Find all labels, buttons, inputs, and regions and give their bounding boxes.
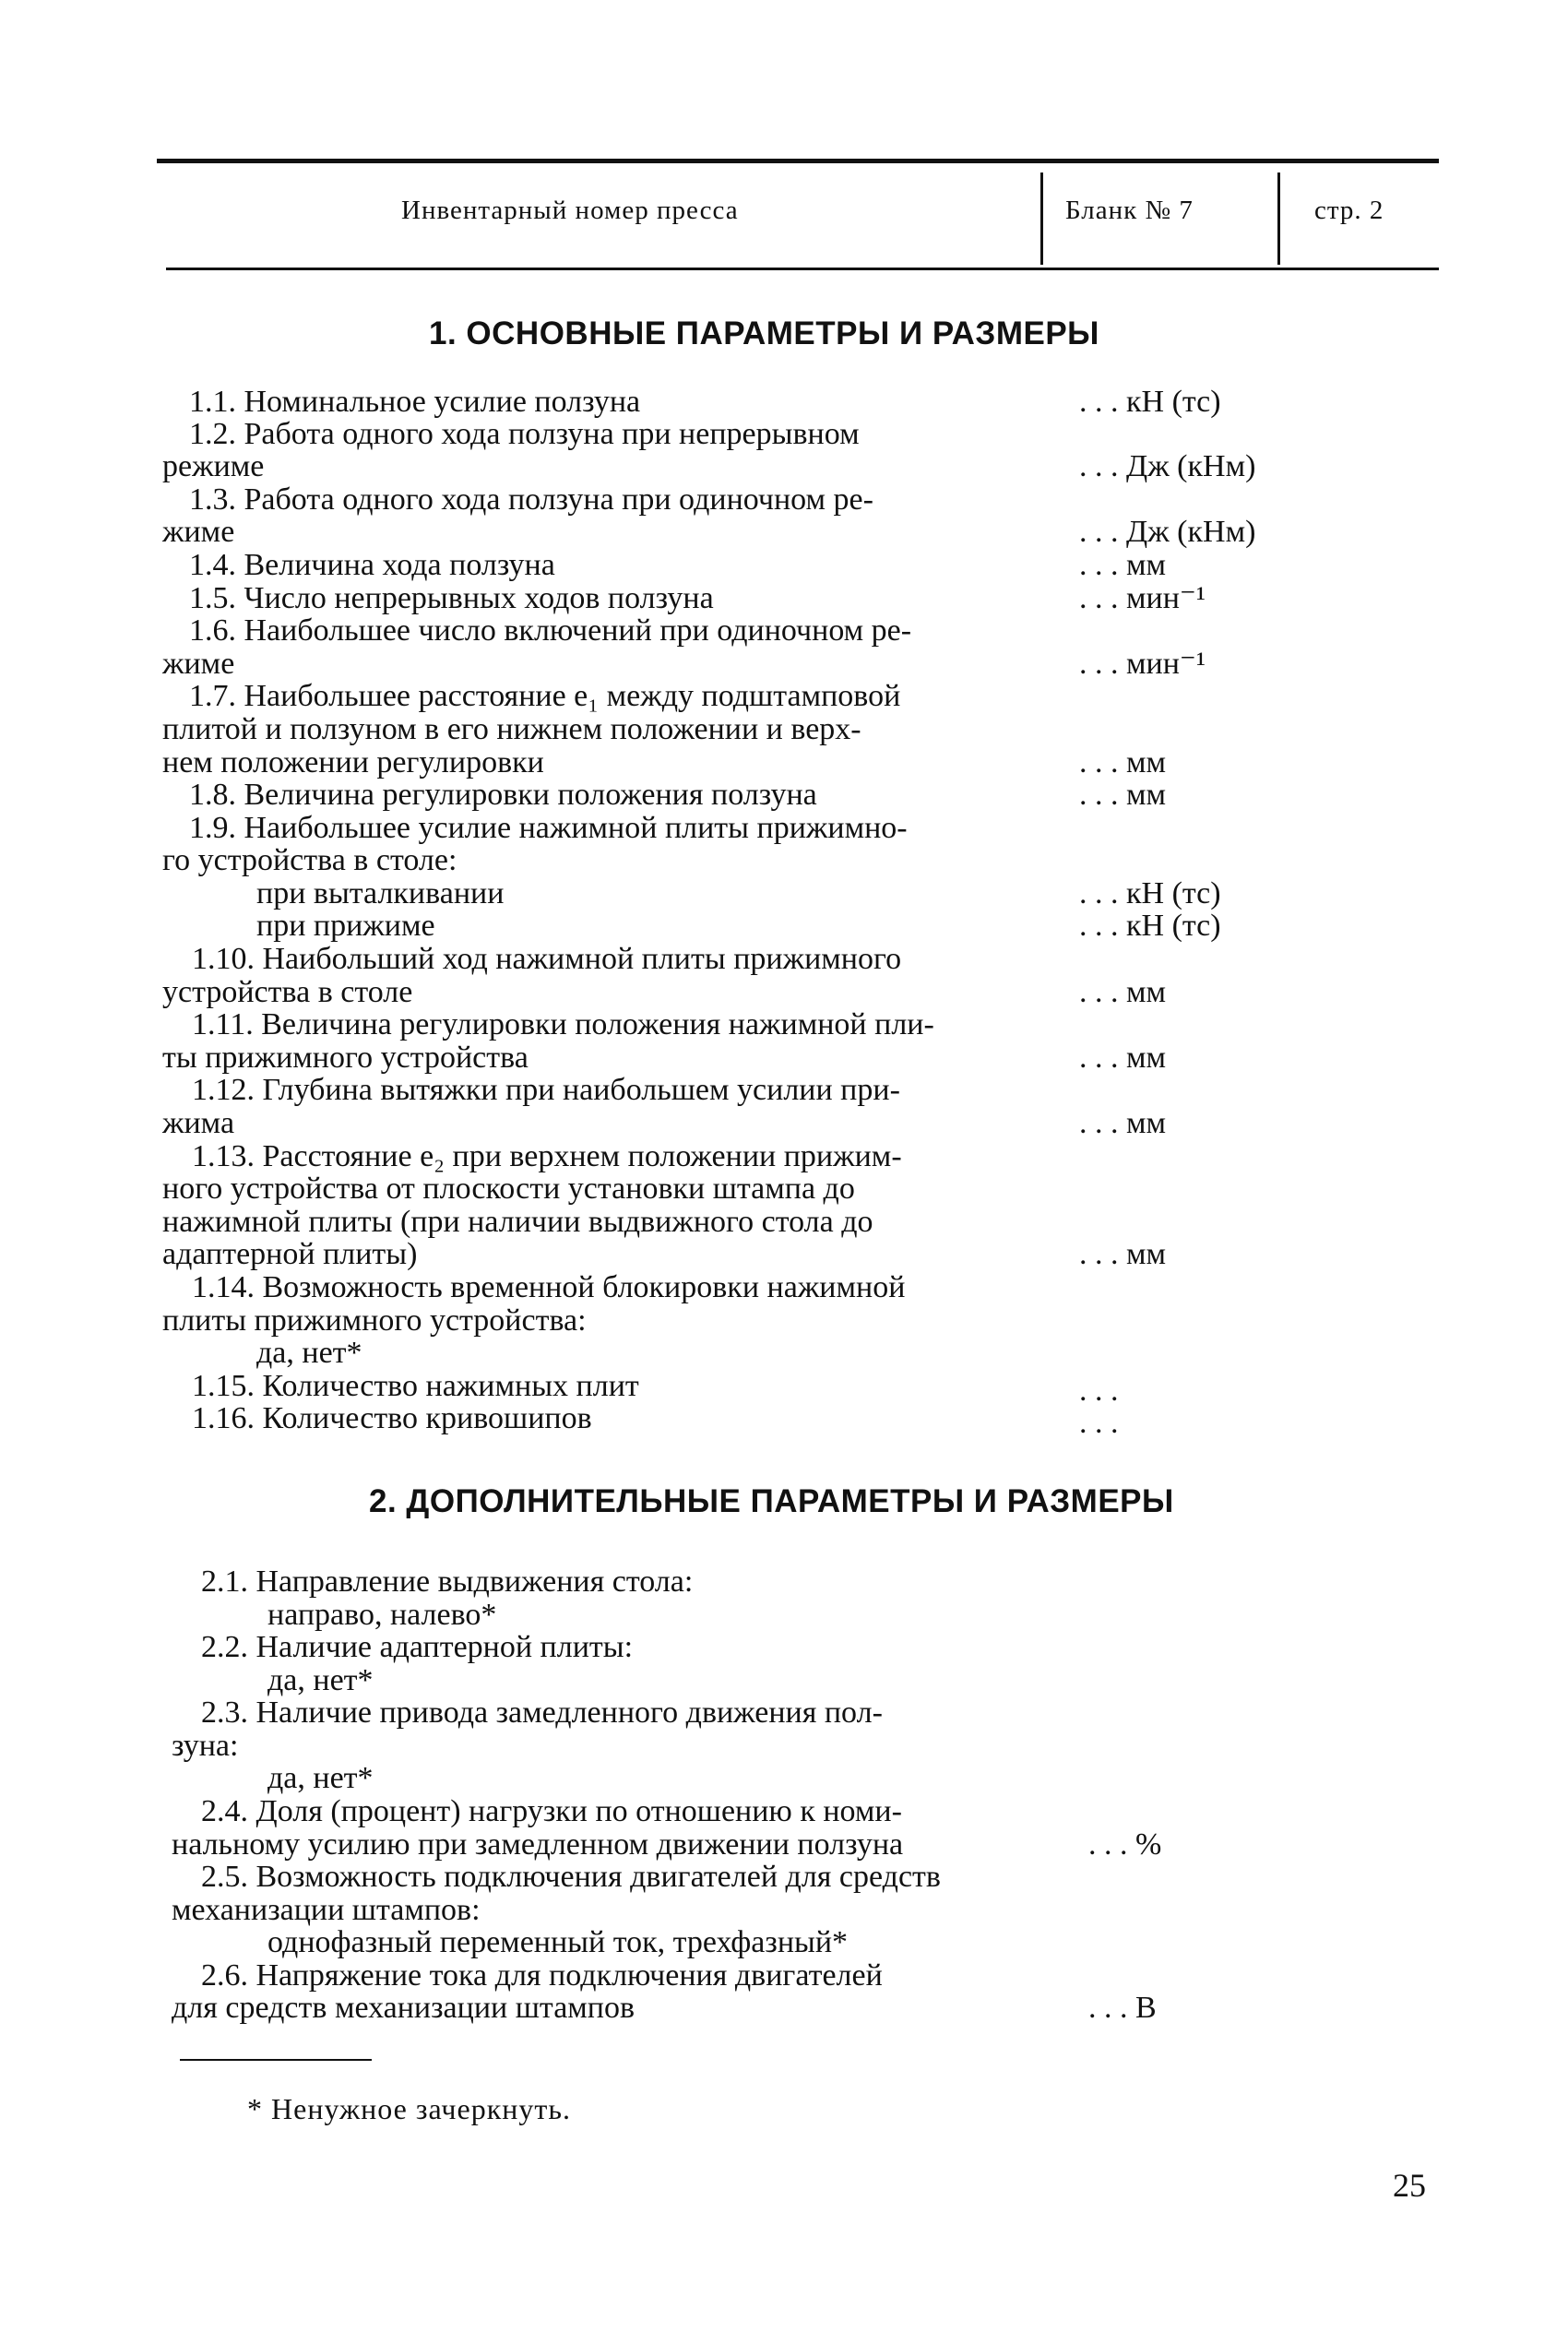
unit-1-13: . . . мм bbox=[1079, 1237, 1167, 1271]
item-2-2-options: да, нет* bbox=[267, 1663, 374, 1697]
item-1-9-cont: го устройства в столе: bbox=[162, 843, 457, 877]
item-1-9-clamping: при прижиме bbox=[256, 909, 435, 943]
item-2-4: 2.4. Доля (процент) нагрузки по отношению к номи- bbox=[201, 1794, 902, 1828]
item-2-2: 2.2. Наличие адаптерной плиты: bbox=[201, 1630, 634, 1664]
inventory-number-label: Инвентарный номер пресса bbox=[401, 196, 739, 225]
item-1-9: 1.9. Наибольшее усилие нажимной плиты прижимно- bbox=[189, 811, 908, 845]
unit-1-9-ejection: . . . кН (тс) bbox=[1079, 876, 1221, 910]
unit-2-6: . . . В bbox=[1088, 1991, 1157, 2025]
item-2-4-cont: нальному усилию при замедленном движении ползуна bbox=[172, 1827, 904, 1862]
item-1-13-cont-2: нажимной плиты (при наличии выдвижного стола до bbox=[162, 1205, 873, 1239]
item-1-8: 1.8. Величина регулировки положения ползуна bbox=[189, 778, 817, 812]
section-2-title: 2. ДОПОЛНИТЕЛЬНЫЕ ПАРАМЕТРЫ И РАЗМЕРЫ bbox=[369, 1483, 1174, 1519]
item-1-13-cont-3: адаптерной плиты) bbox=[162, 1237, 418, 1271]
section-1-title: 1. ОСНОВНЫЕ ПАРАМЕТРЫ И РАЗМЕРЫ bbox=[429, 315, 1099, 351]
page-number: 25 bbox=[1393, 2167, 1426, 2204]
unit-1-2: . . . Дж (кНм) bbox=[1079, 449, 1256, 483]
item-1-3: 1.3. Работа одного хода ползуна при одиночном ре- bbox=[189, 482, 873, 517]
item-2-3: 2.3. Наличие привода замедленного движения пол- bbox=[201, 1695, 883, 1730]
item-1-14-options: да, нет* bbox=[256, 1336, 362, 1370]
unit-1-5: . . . мин⁻¹ bbox=[1079, 581, 1206, 615]
unit-1-11: . . . мм bbox=[1079, 1041, 1167, 1075]
item-1-14: 1.14. Возможность временной блокировки нажимной bbox=[192, 1270, 906, 1304]
item-1-7: 1.7. Наибольшее расстояние e₁ между подштамповой bbox=[189, 679, 901, 713]
unit-1-8: . . . мм bbox=[1079, 778, 1167, 812]
unit-1-3: . . . Дж (кНм) bbox=[1079, 515, 1256, 549]
item-1-12: 1.12. Глубина вытяжки при наибольшем усилии при- bbox=[192, 1073, 900, 1107]
item-1-6-cont: жиме bbox=[162, 647, 235, 681]
item-2-1-options: направо, налево* bbox=[267, 1598, 497, 1632]
item-2-3-cont: зуна: bbox=[172, 1729, 239, 1763]
item-1-3-cont: жиме bbox=[162, 515, 235, 549]
unit-1-7: . . . мм bbox=[1079, 745, 1167, 779]
item-2-5: 2.5. Возможность подключения двигателей для средств bbox=[201, 1860, 941, 1894]
item-2-6: 2.6. Напряжение тока для подключения двигателей bbox=[201, 1958, 883, 1993]
unit-1-12: . . . мм bbox=[1079, 1106, 1167, 1140]
footnote-rule bbox=[180, 2059, 372, 2061]
page-label: стр. 2 bbox=[1314, 196, 1384, 225]
item-1-10-cont: устройства в столе bbox=[162, 975, 413, 1009]
item-1-12-cont: жима bbox=[162, 1106, 235, 1140]
item-2-5-options: однофазный переменный ток, трехфазный* bbox=[267, 1925, 849, 1959]
unit-1-6: . . . мин⁻¹ bbox=[1079, 647, 1206, 681]
item-1-5: 1.5. Число непрерывных ходов ползуна bbox=[189, 581, 714, 615]
item-1-2 bbox=[189, 418, 1075, 451]
header-divider-1 bbox=[1040, 173, 1043, 265]
item-1-2-text: 1.2. Работа одного хода ползуна при непрерывном bbox=[189, 417, 860, 451]
unit-1-4: . . . мм bbox=[1079, 548, 1167, 582]
header-divider-2 bbox=[1277, 173, 1280, 265]
unit-1-16: . . . bbox=[1079, 1406, 1119, 1440]
form-number-label: Бланк № 7 bbox=[1065, 196, 1194, 225]
footnote: * Ненужное зачеркнуть. bbox=[247, 2092, 571, 2125]
header-bottom-rule bbox=[166, 268, 1439, 270]
item-1-13-cont-1: ного устройства от плоскости установки штампа до bbox=[162, 1172, 855, 1206]
header-top-rule bbox=[157, 159, 1439, 163]
item-1-11-cont: ты прижимного устройства bbox=[162, 1041, 529, 1075]
item-1-16: 1.16. Количество кривошипов bbox=[192, 1401, 592, 1435]
item-1-1: 1.1. Номинальное усилие ползуна bbox=[189, 385, 641, 419]
item-1-2-cont: режиме bbox=[162, 449, 265, 483]
item-1-7-cont-2: нем положении регулировки bbox=[162, 745, 544, 779]
item-1-14-cont: плиты прижимного устройства: bbox=[162, 1303, 587, 1338]
unit-1-15: . . . bbox=[1079, 1374, 1119, 1408]
item-1-10: 1.10. Наибольший ход нажимной плиты прижимного bbox=[192, 942, 902, 976]
item-1-13: 1.13. Расстояние e₂ при верхнем положении прижим- bbox=[192, 1139, 902, 1173]
unit-1-9-clamping: . . . кН (тс) bbox=[1079, 909, 1221, 943]
unit-2-4: . . . % bbox=[1088, 1827, 1162, 1862]
item-2-6-cont: для средств механизации штампов bbox=[172, 1991, 636, 2025]
unit-1-10: . . . мм bbox=[1079, 975, 1167, 1009]
item-1-9-ejection: при выталкивании bbox=[256, 876, 505, 910]
item-2-1: 2.1. Направление выдвижения стола: bbox=[201, 1565, 694, 1599]
item-1-11: 1.11. Величина регулировки положения нажимной пли- bbox=[192, 1007, 934, 1041]
item-1-15: 1.15. Количество нажимных плит bbox=[192, 1369, 639, 1403]
item-2-5-cont: механизации штампов: bbox=[172, 1893, 481, 1927]
item-1-4: 1.4. Величина хода ползуна bbox=[189, 548, 555, 582]
unit-1-1: . . . кН (тс) bbox=[1079, 385, 1221, 419]
item-1-6: 1.6. Наибольшее число включений при одиночном ре- bbox=[189, 613, 912, 648]
item-1-7-cont-1: плитой и ползуном в его нижнем положении и верх- bbox=[162, 712, 861, 746]
item-2-3-options: да, нет* bbox=[267, 1761, 374, 1795]
